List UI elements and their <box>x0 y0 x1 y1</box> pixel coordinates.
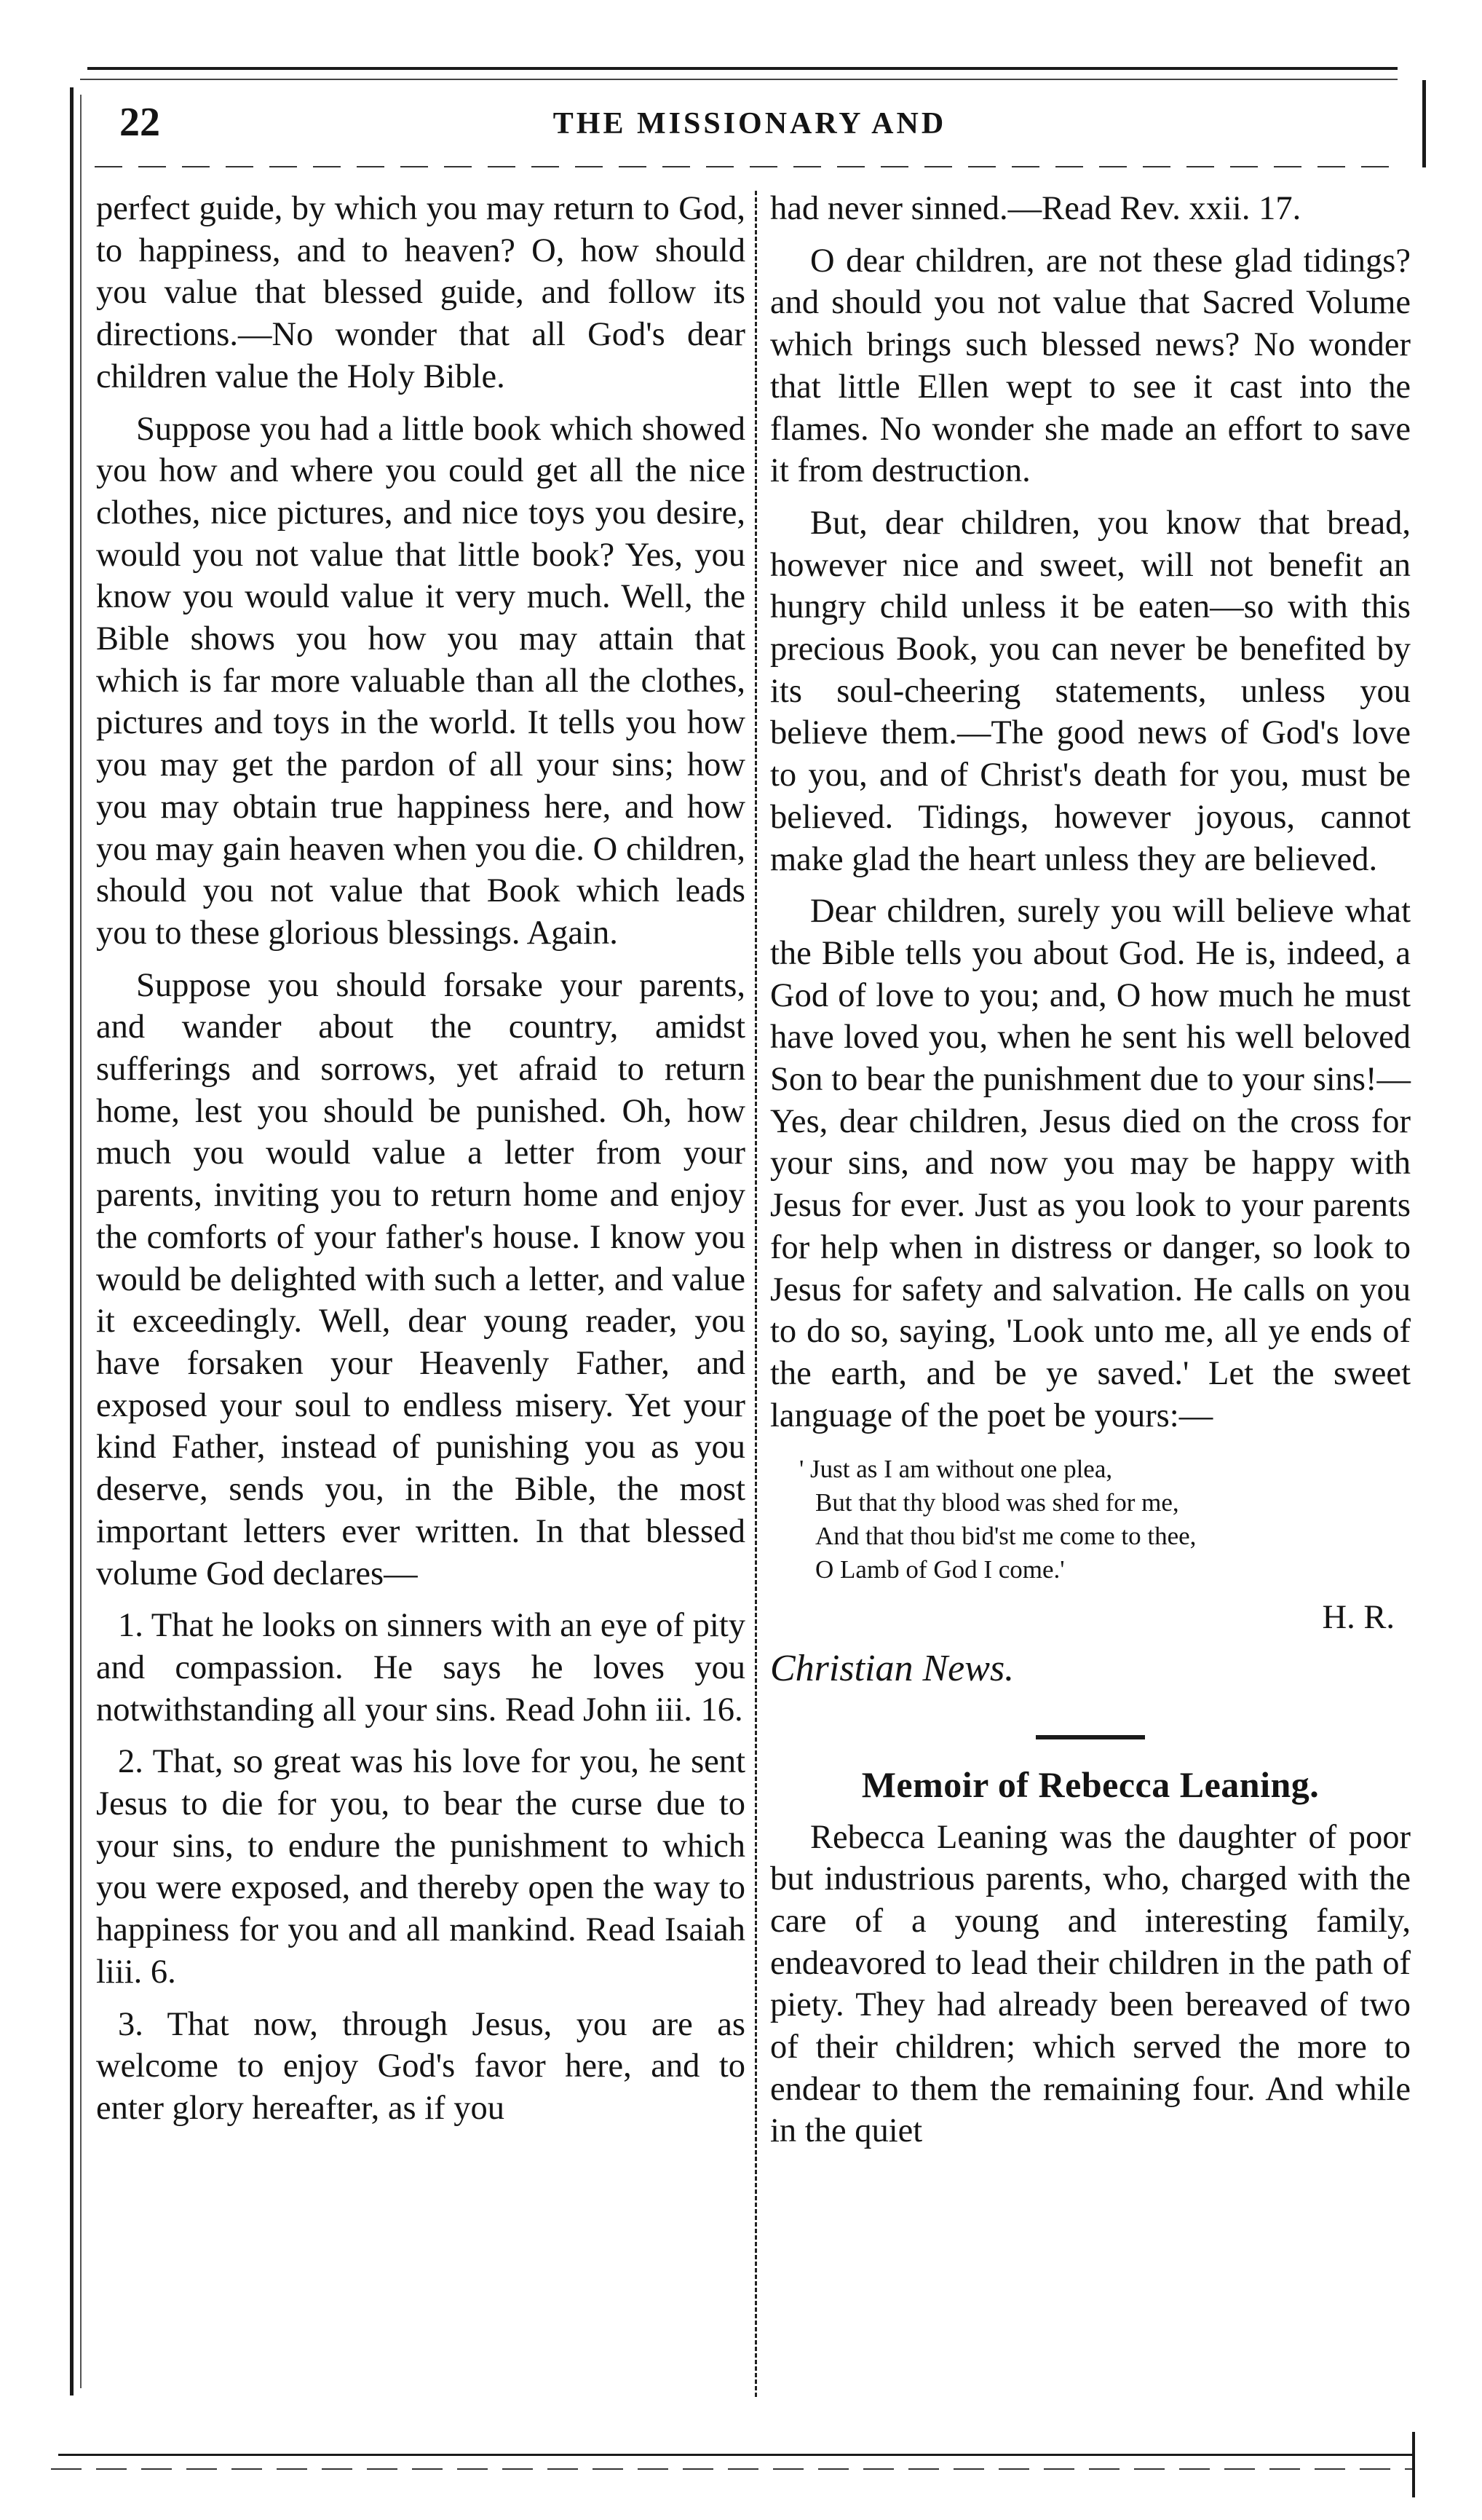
paragraph: Suppose you should forsake your parents, and wander about the country, amidst sufferings and sorrows, yet afraid to return home, lest you should be punished. Oh, how much you would value a letter from your parents, inviting you to return home and enjoy the comforts of your father's house. I know you would be delighted with such a letter, and value it exceedingly. Well, dear young reader, you have forsaken your Heavenly Father, and exposed your soul to endless misery. Yet your kind Father, instead of punishing you as you deserve, sends you, in the Bible, the most important letters ever written. In that blessed volume God declares— <box>96 966 745 1592</box>
paragraph: Rebecca Leaning was the daughter of poor but industrious parents, who, charged with the care of a young and interesting family, endeavored to lead their children in the path of piety. They had already been bereaved of two of their children; which served the more to endear to them the remaining four. And while in the quiet <box>770 1818 1411 2150</box>
poem-line: ' Just as I am without one plea, <box>799 1455 1113 1484</box>
source-credit: Christian News. <box>770 1648 1015 1690</box>
poem-line: But that thy blood was shed for me, <box>815 1488 1179 1517</box>
bottom-rule <box>58 2454 1412 2456</box>
paragraph: Dear children, surely you will believe what the Bible tells you about God. He is, indeed, a God of love to you; and, O how much he must have loved you, when he sent his well beloved Son to bear the punishment due to your sins!—Yes, dear children, Jesus died on the cross for your sins, and now you may be happy with Jesus for ever. Just as you look to your parents for help when in distress or danger, so look to Jesus for safety and salvation. He calls on you to do so, saying, 'Look unto me, all ye ends of the earth, and be ye saved.' Let the sweet language of the poet be yours:— <box>770 893 1411 1434</box>
bottom-rule-dashed <box>51 2468 1412 2470</box>
top-rule <box>87 67 1398 70</box>
right-rule-bottom <box>1412 2432 1415 2497</box>
section-divider <box>1036 1735 1145 1739</box>
poem-line: O Lamb of God I come.' <box>815 1555 1065 1584</box>
column-divider <box>755 191 757 2397</box>
numbered-paragraph: 2. That, so great was his love for you, he sent Jesus to die for you, to bear the curse due to your sins, to endure the punishment to which you were exposed, and thereby open the way to happiness for you and all mankind. Read Isaiah liii. 6. <box>96 1743 745 1991</box>
paragraph: perfect guide, by which you may return to God, to happiness, and to heaven? O, how should you value that blessed guide, and follow its directions.—No wonder that all God's dear children value the Holy Bible. <box>96 190 745 395</box>
memoir-title: Memoir of Rebecca Leaning. <box>861 1763 1320 1805</box>
left-rule <box>70 87 74 2395</box>
page-number: 22 <box>119 100 160 145</box>
poem-line: And that thou bid'st me come to thee, <box>815 1522 1197 1551</box>
paragraph: Suppose you had a little book which showed you how and where you could get all the nice clothes, nice pictures, and nice toys you desire, would you not value that little book? Yes, you know you would value it very much. Well, the Bible shows you how you may attain that which is far more valuable than all the clothes, pictures and toys in the world. It tells you how you may get the pardon of all your sins; how you may obtain true happiness here, and how you may gain heaven when you die. O children, should you not value that Book which leads you to these glorious blessings. Again. <box>96 410 745 952</box>
left-column <box>96 188 745 2140</box>
page-header <box>95 95 1405 160</box>
poem <box>799 1453 1411 1587</box>
left-rule-thin <box>80 95 82 2388</box>
paragraph: O dear children, are not these glad tidings? and should you not value that Sacred Volume which brings such blessed news? No wonder that little Ellen wept to see it cast into the flames. No wonder she made an effort to save it from destruction. <box>770 242 1411 490</box>
paragraph: had never sinned.—Read Rev. xxii. 17. <box>770 190 1301 227</box>
numbered-paragraph: 3. That now, through Jesus, you are as welcome to enjoy God's favor here, and to enter glory hereafter, as if you <box>96 2005 745 2127</box>
paragraph: But, dear children, you know that bread, however nice and sweet, will not benefit an hungry child unless it be eaten—so with this precious Book, you can never be benefited by its soul-cheering statements, unless you believe them.—The good news of God's love to you, and of Christ's death for you, must be believed. Tidings, however joyous, cannot make glad the heart unless they are believed. <box>770 504 1411 878</box>
top-rule-thin <box>80 79 1398 80</box>
running-head: THE MISSIONARY AND <box>552 107 947 141</box>
header-rule <box>95 166 1405 167</box>
author-signature: H. R. <box>1322 1599 1395 1637</box>
right-rule-top <box>1422 80 1426 167</box>
numbered-paragraph: 1. That he looks on sinners with an eye of pity and compassion. He says he loves you notwithstanding all your sins. Read John iii. 16. <box>96 1607 745 1729</box>
right-column <box>770 188 1411 2162</box>
